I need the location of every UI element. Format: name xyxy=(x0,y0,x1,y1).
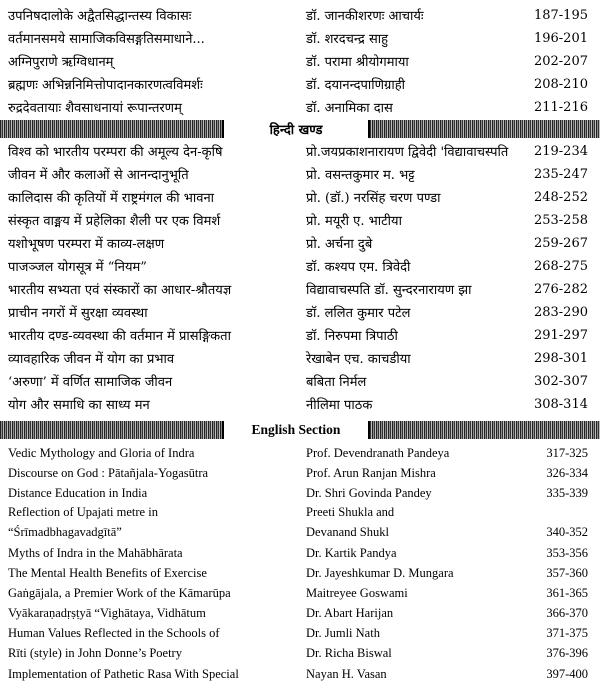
entry-title: रुद्रदेवतायाः शैवसाधनायां रूपान्तरणम् xyxy=(8,101,182,116)
entry-title: भारतीय दण्ड-व्यवस्था की वर्तमान में प्रासङ्गिकता xyxy=(8,329,231,344)
entry-pages: 317-325 xyxy=(546,445,588,460)
entry-author: नीलिमा पाठक xyxy=(306,398,373,413)
entry-author: Maitreyee Goswami xyxy=(306,585,408,600)
entry-pages: 248-252 xyxy=(533,189,588,205)
entry-author: Dr. Shri Govinda Pandey xyxy=(306,485,432,500)
toc-entry xyxy=(8,301,592,323)
entry-title: विश्व को भारतीय परम्परा की अमूल्य देन-कृषि xyxy=(8,145,223,160)
hindi-section-divider xyxy=(0,120,600,138)
entry-title: Reflection of Upajati metre in xyxy=(8,504,158,519)
entry-author: प्रो. (डॉ.) नरसिंह चरण पण्डा xyxy=(306,191,441,206)
entry-pages: 340-352 xyxy=(546,524,588,539)
entry-author: विद्यावाचस्पति डॉ. सुन्दरनारायण झा xyxy=(306,283,472,298)
entry-title: उपनिषदालोके अद्वैतसिद्धान्तस्य विकासः xyxy=(8,9,192,24)
toc-entry xyxy=(8,4,592,26)
entry-author: डॉ. ललित कुमार पटेल xyxy=(306,306,411,321)
entry-title: व्यावहारिक जीवन में योग का प्रभाव xyxy=(8,352,175,367)
entry-pages: 187-195 xyxy=(533,7,588,23)
entry-pages: 196-201 xyxy=(533,30,588,46)
entry-author: डॉ. शरदचन्द्र साहु xyxy=(306,32,389,47)
toc-entry xyxy=(8,140,592,162)
entry-author: डॉ. दयानन्दपाणिग्राही xyxy=(306,78,406,93)
toc-entry xyxy=(8,209,592,231)
entry-pages: 361-365 xyxy=(546,585,588,600)
entry-author: डॉ. परामा श्रीयोगमाया xyxy=(306,55,409,70)
toc-entry xyxy=(8,523,592,541)
entry-pages: 202-207 xyxy=(533,53,588,69)
toc-entry xyxy=(8,665,592,683)
entry-pages: 335-339 xyxy=(546,485,588,500)
entry-author: Prof. Devendranath Pandeya xyxy=(306,445,450,460)
toc-entry xyxy=(8,27,592,49)
entry-author: Dr. Kartik Pandya xyxy=(306,545,397,560)
toc-entry xyxy=(8,232,592,254)
toc-entry xyxy=(8,370,592,392)
entry-title: Vedic Mythology and Gloria of Indra xyxy=(8,445,195,460)
entry-pages: 219-234 xyxy=(533,143,588,159)
entry-title: ‘अरुणा’ में वर्णित सामाजिक जीवन xyxy=(8,375,173,390)
entry-title: कालिदास की कृतियों में राष्ट्रमंगल की भावना xyxy=(8,191,215,206)
entry-title: The Mental Health Benefits of Exercise xyxy=(8,565,207,580)
english-section-divider xyxy=(0,421,600,439)
entry-title: ब्रह्मणः अभिन्ननिमित्तोपादानकारणत्वविमर्शः xyxy=(8,78,203,93)
entry-title: संस्कृत वाङ्मय में प्रहेलिका शैली पर एक विमर्श xyxy=(8,214,221,229)
entry-pages: 371-375 xyxy=(546,625,588,640)
entry-title: Gaṅgājala, a Premier Work of the Kāmarūpa xyxy=(8,585,231,600)
entry-title: Implementation of Pathetic Rasa With Special xyxy=(8,666,239,681)
entry-author: प्रो.जयप्रकाशनारायण द्विवेदी 'विद्यावाचस्पति xyxy=(306,145,509,160)
entry-title: Discourse on God : Pātañjala-Yogasūtra xyxy=(8,465,209,480)
entry-pages: 326-334 xyxy=(546,465,588,480)
toc-entry xyxy=(8,96,592,118)
entry-author: बबिता निर्मल xyxy=(306,375,367,390)
entry-title: Distance Education in India xyxy=(8,485,148,500)
entry-author: प्रो. अर्चना दुबे xyxy=(306,237,373,252)
toc-entry xyxy=(8,186,592,208)
toc-entry xyxy=(8,604,592,622)
entry-pages: 376-396 xyxy=(546,645,588,660)
toc-entry xyxy=(8,73,592,95)
entry-pages: 268-275 xyxy=(533,258,588,274)
toc-entry xyxy=(8,584,592,602)
hindi-section-heading: हिन्दी खण्ड xyxy=(222,120,370,138)
entry-pages: 259-267 xyxy=(533,235,588,251)
toc-entry xyxy=(8,644,592,662)
entry-author: Dr. Jayeshkumar D. Mungara xyxy=(306,565,454,580)
entry-pages: 276-282 xyxy=(533,281,588,297)
toc-entry xyxy=(8,464,592,482)
entry-title: Rīti (style) in John Donne’s Poetry xyxy=(8,645,182,660)
entry-author: रेखाबेन एच. काचडीया xyxy=(306,352,411,367)
entry-author: Preeti Shukla and xyxy=(306,504,395,519)
entry-pages: 235-247 xyxy=(533,166,588,182)
entry-author: Nayan H. Vasan xyxy=(306,666,387,681)
toc-entry xyxy=(8,163,592,185)
entry-pages: 298-301 xyxy=(533,350,588,366)
entry-title: Human Values Reflected in the Schools of xyxy=(8,625,220,640)
entry-pages: 308-314 xyxy=(533,396,588,412)
toc-entry xyxy=(8,444,592,462)
entry-title: जीवन में और कलाओं से आनन्दानुभूति xyxy=(8,168,189,183)
toc-entry xyxy=(8,564,592,582)
toc-entry xyxy=(8,393,592,415)
entry-title: Vyākaraṇadṛṣṭyā “Vighātaya, Vidhātum xyxy=(8,605,206,620)
entry-pages: 283-290 xyxy=(533,304,588,320)
entry-author: Dr. Jumli Nath xyxy=(306,625,380,640)
entry-pages: 208-210 xyxy=(533,76,588,92)
entry-title: वर्तमानसमये सामाजिकविसङ्गतिसमाधाने... xyxy=(8,32,205,47)
entry-author: Dr. Richa Biswal xyxy=(306,645,392,660)
toc-entry xyxy=(8,347,592,369)
entry-pages: 357-360 xyxy=(546,565,588,580)
entry-author: डॉ. अनामिका दास xyxy=(306,101,393,116)
entry-title: योग और समाधि का साध्य मन xyxy=(8,398,150,413)
entry-title: यशोभूषण परम्परा में काव्य-लक्षण xyxy=(8,237,165,252)
entry-author: डॉ. कश्यप एम. त्रिवेदी xyxy=(306,260,411,275)
entry-author: प्रो. वसन्तकुमार म. भट्ट xyxy=(306,168,415,183)
toc-entry xyxy=(8,255,592,277)
entry-title: पाजञ्जल योगसूत्र में “नियम” xyxy=(8,260,147,275)
entry-pages: 253-258 xyxy=(533,212,588,228)
toc-entry xyxy=(8,503,592,521)
english-section-heading: English Section xyxy=(222,421,370,439)
toc-entry xyxy=(8,324,592,346)
entry-pages: 291-297 xyxy=(533,327,588,343)
entry-author: डॉ. निरुपमा त्रिपाठी xyxy=(306,329,398,344)
entry-pages: 211-216 xyxy=(533,99,588,115)
entry-pages: 366-370 xyxy=(546,605,588,620)
toc-entry xyxy=(8,278,592,300)
entry-author: Prof. Arun Ranjan Mishra xyxy=(306,465,436,480)
toc-entry xyxy=(8,544,592,562)
entry-title: प्राचीन नगरों में सुरक्षा व्यवस्था xyxy=(8,306,148,321)
entry-pages: 302-307 xyxy=(533,373,588,389)
entry-pages: 397-400 xyxy=(546,666,588,681)
entry-title: भारतीय सभ्यता एवं संस्कारों का आधार-श्रौतयज्ञ xyxy=(8,283,232,298)
entry-author: डॉ. जानकीशरणः आचार्यः xyxy=(306,9,424,24)
entry-pages: 353-356 xyxy=(546,545,588,560)
entry-author: Devanand Shukl xyxy=(306,524,389,539)
entry-author: Dr. Abart Harijan xyxy=(306,605,394,620)
entry-title: अग्निपुराणे ऋग्विधानम् xyxy=(8,55,114,70)
entry-title: Myths of Indra in the Mahābhārata xyxy=(8,545,183,560)
toc-entry xyxy=(8,50,592,72)
entry-author: प्रो. मयूरी ए. भाटीया xyxy=(306,214,402,229)
entry-title: “Śrīmadbhagavadgītā” xyxy=(8,524,122,539)
toc-entry xyxy=(8,484,592,502)
toc-entry xyxy=(8,624,592,642)
